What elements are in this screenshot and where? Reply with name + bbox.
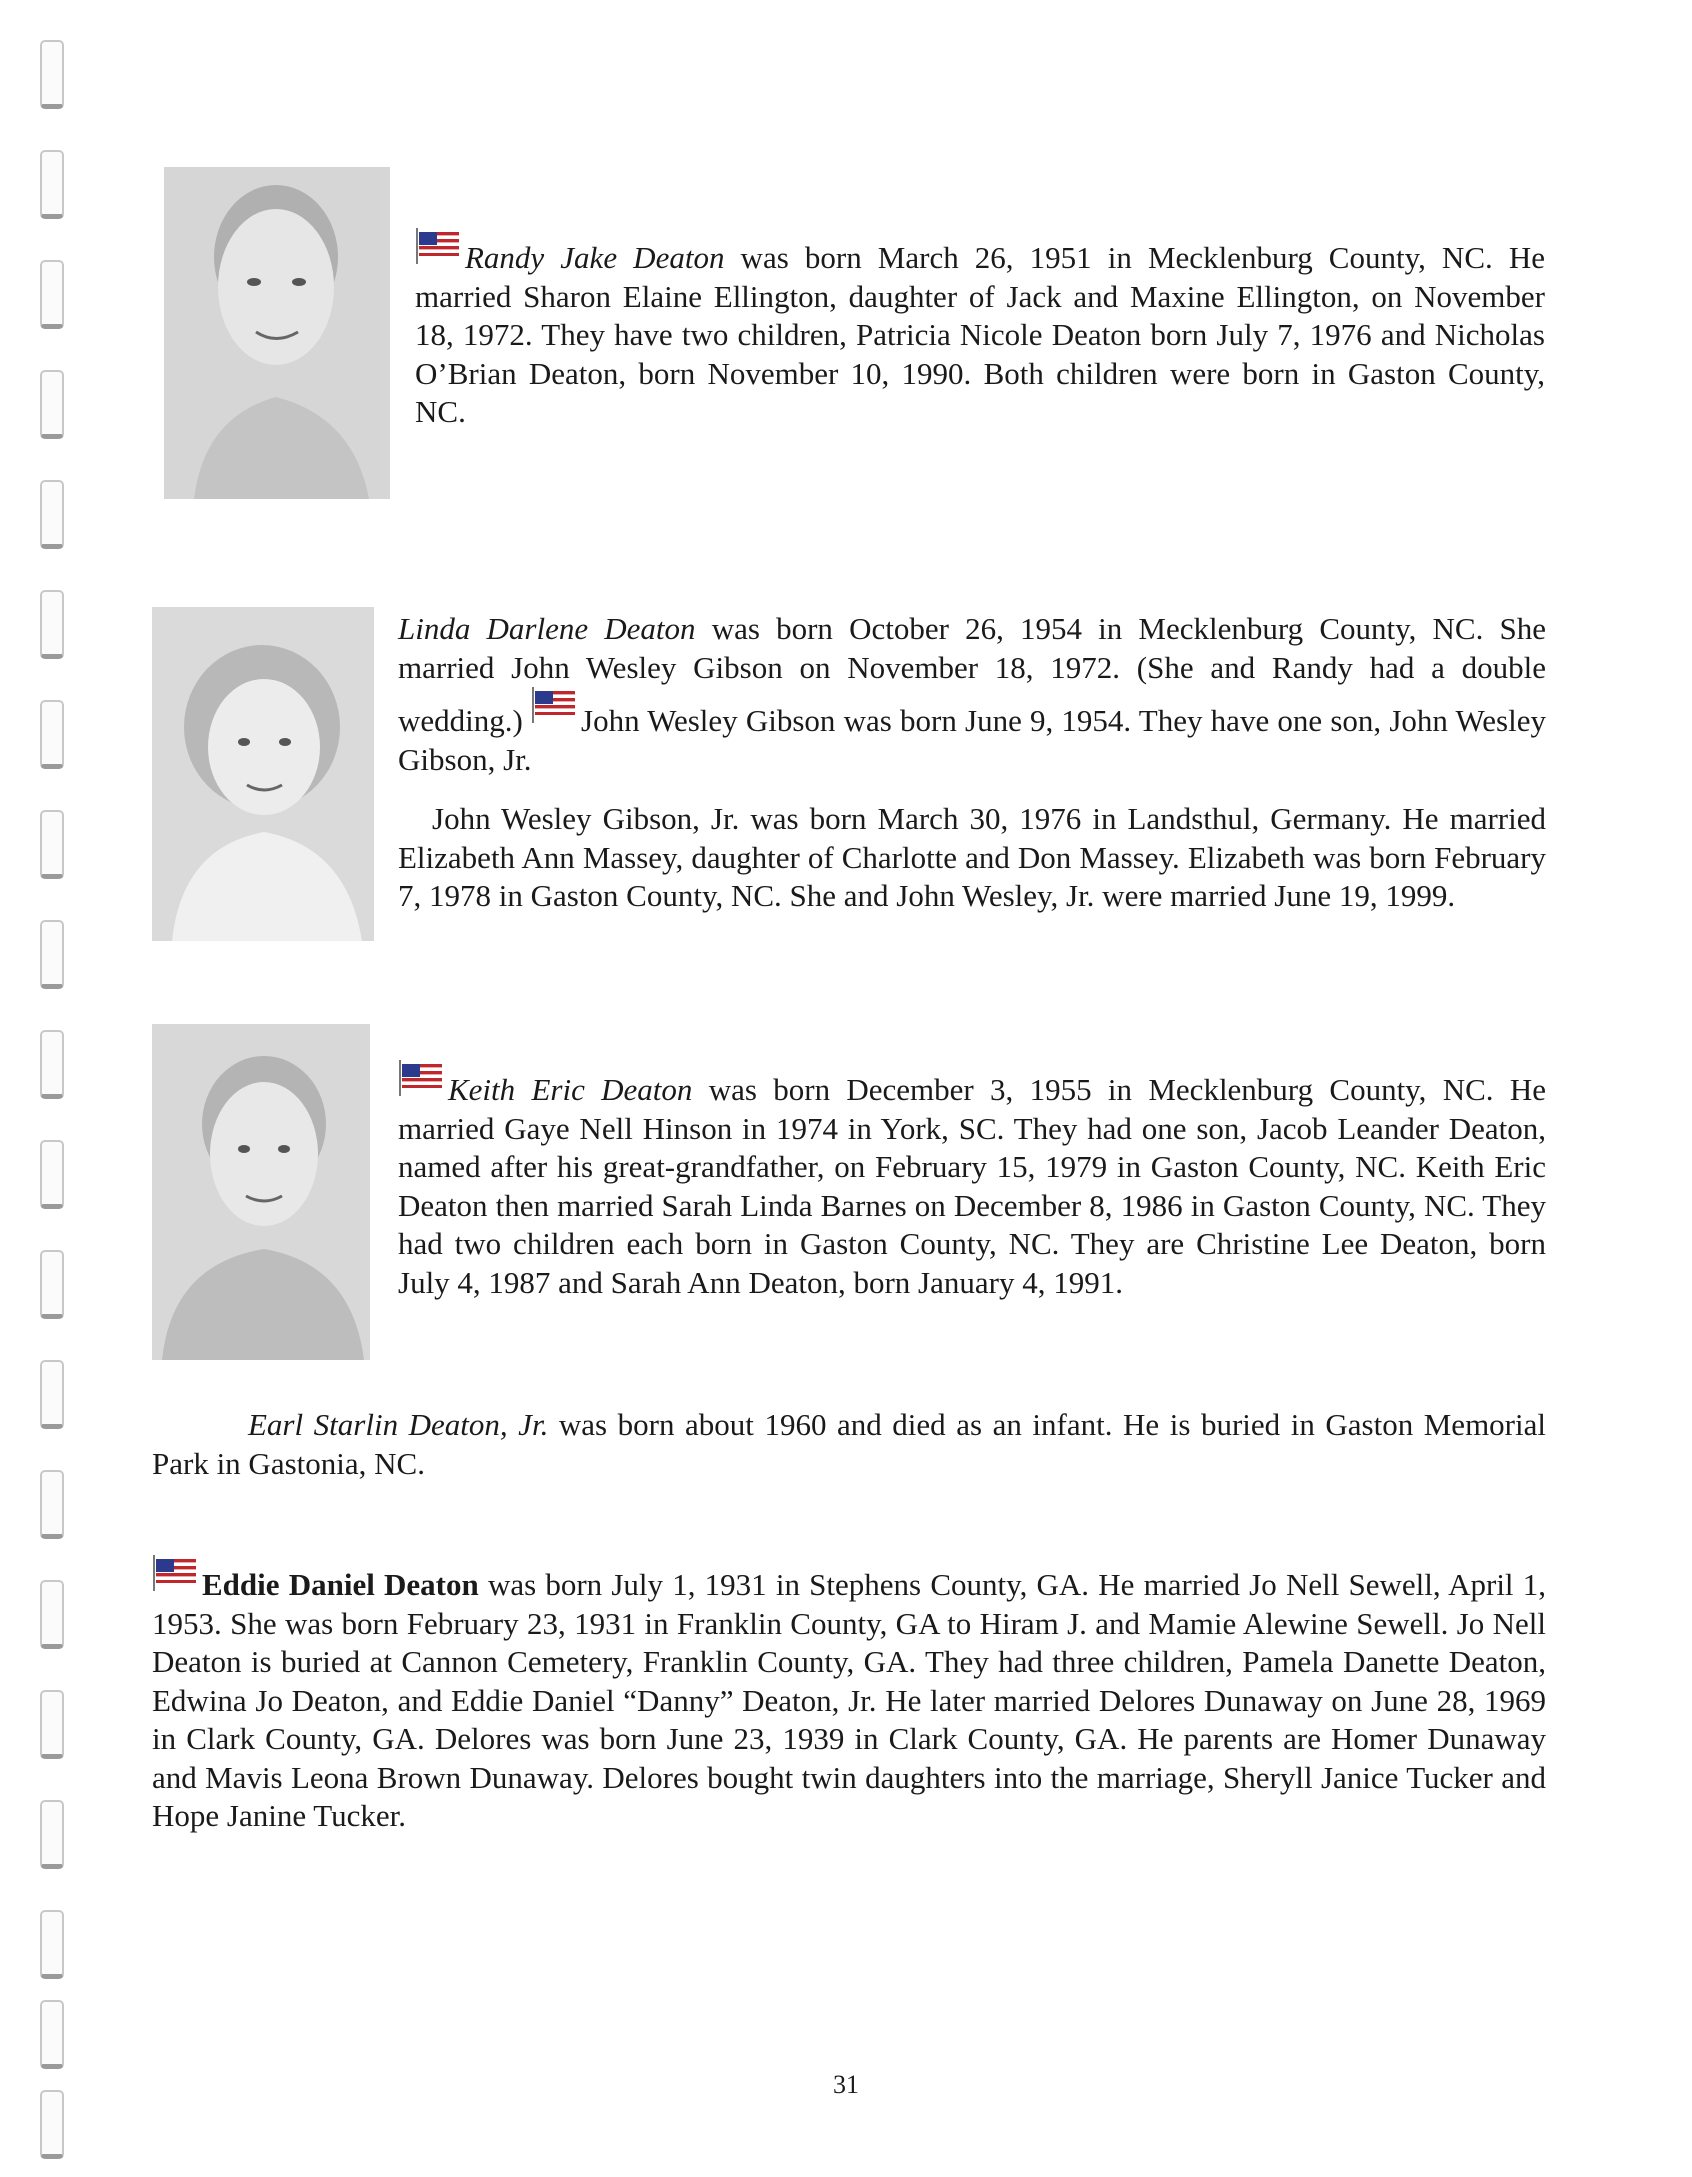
- entry-linda: [398, 610, 1546, 779]
- entry-text: was born March 26, 1951 in Mecklenburg County, NC. He married Sharon Elaine Ellington, daughter of Jack and Maxine Ellington, on November 18, 1972. They have two children, Patricia Nicole Deaton born July 7, 1976 and Nicholas O’Brian Deaton, born November 10, 1990. Both children were born in Gaston County, NC.: [415, 240, 1546, 429]
- entry-eddie: [152, 1555, 1546, 1836]
- binder-hole: [40, 40, 64, 109]
- entry-text: was born October 26, 1954 in Mecklenburg County, NC. She married John Wesley Gibson on November 18, 1972. (She and Randy had a double wedding.): [398, 611, 1546, 738]
- american-flag-icon: [531, 687, 577, 723]
- entry-name: Linda Darlene Deaton: [398, 611, 696, 646]
- binder-hole: [40, 2090, 64, 2159]
- binder-hole: [40, 810, 64, 879]
- portrait-photo-randy: [164, 167, 390, 499]
- entry-name: Earl Starlin Deaton, Jr.: [248, 1407, 549, 1442]
- binder-hole: [40, 1470, 64, 1539]
- entry-name: Eddie Daniel Deaton: [202, 1567, 479, 1602]
- binder-hole: [40, 2000, 64, 2069]
- page-number: 31: [833, 2070, 859, 2099]
- binder-hole: [40, 1250, 64, 1319]
- binder-hole: [40, 1360, 64, 1429]
- binder-hole: [40, 1910, 64, 1979]
- binder-hole: [40, 1690, 64, 1759]
- entry-keith: [398, 1060, 1546, 1302]
- entry-text: John Wesley Gibson, Jr. was born March 30, 1976 in Landsthul, Germany. He married Elizabeth Ann Massey, daughter of Charlotte and Don Massey. Elizabeth was born February 7, 1978 in Gaston County, NC. She and John Wesley, Jr. were married June 19, 1999.: [398, 801, 1546, 913]
- portrait-photo-keith: [152, 1024, 370, 1360]
- binder-hole: [40, 920, 64, 989]
- american-flag-icon: [398, 1060, 444, 1096]
- entry-text: John Wesley Gibson was born June 9, 1954. They have one son, John Wesley Gibson, Jr.: [398, 703, 1546, 777]
- binder-hole: [40, 1800, 64, 1869]
- entry-text: was born December 3, 1955 in Mecklenburg County, NC. He married Gaye Nell Hinson in 1974 in York, SC. They had one son, Jacob Leander Deaton, named after his great-grandfather, on February 15, 1979 in Gaston County, NC. Keith Eric Deaton then married Sarah Linda Barnes on December 8, 1986 in Gaston County, NC. They had two children each born in Gaston County, NC. They are Christine Lee Deaton, born July 4, 1987 and Sarah Ann Deaton, born January 4, 1991.: [398, 1072, 1546, 1300]
- binder-holes: [40, 40, 70, 2160]
- entry-earl: [152, 1406, 1546, 1483]
- binder-hole: [40, 480, 64, 549]
- binder-hole: [40, 1140, 64, 1209]
- binder-hole: [40, 150, 64, 219]
- binder-hole: [40, 370, 64, 439]
- binder-hole: [40, 700, 64, 769]
- entry-randy: [415, 228, 1545, 432]
- entry-name: Randy Jake Deaton: [465, 240, 725, 275]
- entry-text: was born July 1, 1931 in Stephens County, GA. He married Jo Nell Sewell, April 1, 1953. She was born February 23, 1931 in Franklin County, GA to Hiram J. and Mamie Alewine Sewell. Jo Nell Deaton is buried at Cannon Cemetery, Franklin County, GA. They had three children, Pamela Danette Deaton, Edwina Jo Deaton, and Eddie Daniel “Danny” Deaton, Jr. He later married Delores Dunaway on June 28, 1969 in Clark County, GA. Delores was born June 23, 1939 in Clark County, GA. He parents are Homer Dunaway and Mavis Leona Brown Dunaway. Delores bought twin daughters into the marriage, Sheryll Janice Tucker and Hope Janine Tucker.: [152, 1567, 1546, 1833]
- binder-hole: [40, 590, 64, 659]
- portrait-photo-linda: [152, 607, 374, 941]
- entry-name: Keith Eric Deaton: [448, 1072, 693, 1107]
- binder-hole: [40, 1580, 64, 1649]
- american-flag-icon: [152, 1555, 198, 1591]
- binder-hole: [40, 1030, 64, 1099]
- binder-hole: [40, 260, 64, 329]
- american-flag-icon: [415, 228, 461, 264]
- entry-linda-son: [398, 800, 1546, 916]
- entry-text: was born about 1960 and died as an infant. He is buried in Gaston Memorial Park in Gastonia, NC.: [152, 1407, 1546, 1481]
